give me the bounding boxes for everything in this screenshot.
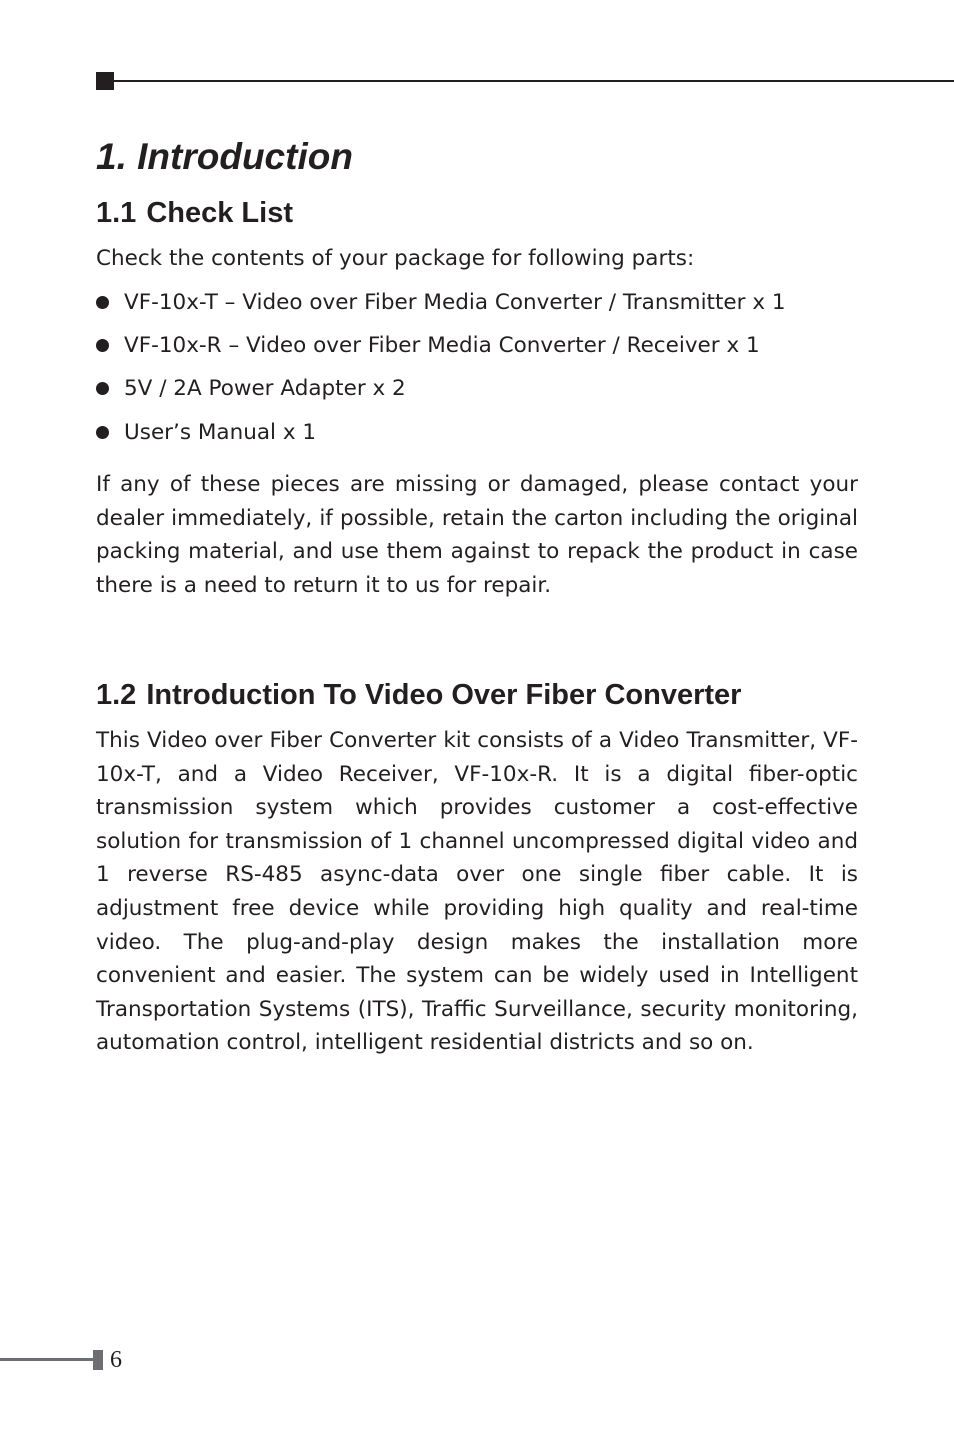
- footer-block-marker: [93, 1350, 103, 1370]
- footer-line: [0, 1358, 93, 1361]
- header-line: [114, 80, 954, 82]
- page-footer: [0, 1346, 160, 1376]
- list-item: [96, 286, 858, 329]
- page-number: 6: [110, 1347, 122, 1373]
- header-rule: [96, 72, 954, 90]
- bullet-icon: [96, 426, 109, 439]
- missing-parts-paragraph: If any of these pieces are missing or damaged, please contact your dealer immediately, if possible, retain the carton including the original packing material, and use them against to repack the product in case there is a need to return it to us for repair.: [96, 472, 858, 598]
- bullet-icon: [96, 296, 109, 309]
- bullet-icon: [96, 382, 109, 395]
- section-number: 1.2: [96, 679, 137, 711]
- bullet-icon: [96, 339, 109, 352]
- list-item-text: VF-10x-T – Video over Fiber Media Converter / Transmitter x 1: [124, 290, 786, 315]
- list-item-text: VF-10x-R – Video over Fiber Media Converter / Receiver x 1: [124, 333, 760, 359]
- list-item: [96, 372, 858, 415]
- check-list-intro: Check the contents of your package for following parts:: [96, 246, 695, 271]
- section-title: Check List: [146, 197, 293, 229]
- list-item-text: 5V / 2A Power Adapter x 2: [124, 376, 406, 402]
- list-item: [96, 329, 858, 372]
- check-list: [96, 286, 858, 459]
- list-item-text: User’s Manual x 1: [124, 419, 317, 445]
- section-title: Introduction To Video Over Fiber Converter: [146, 679, 742, 711]
- list-item: [96, 416, 858, 459]
- chapter-title: 1. Introduction: [96, 136, 353, 177]
- header-square-marker: [96, 72, 114, 90]
- section-heading-check-list: [96, 195, 293, 231]
- section-number: 1.1: [96, 197, 137, 229]
- introduction-paragraph: This Video over Fiber Converter kit consists of a Video Transmitter, VF-10x-T, and a Video Receiver, VF-10x-R. It is a digital fiber-optic transmission system which provides customer a cost-effective solution for transmission of 1 channel uncompressed digital video and 1 reverse RS-485 async-data over one single fiber cable. It is adjustment free device while providing high quality and real-time video. The plug-and-play design makes the installation more convenient and easier. The system can be widely used in Intelligent Transportation Systems (ITS), Traffic Surveillance, security monitoring, automation control, intelligent residential districts and so on.: [96, 728, 858, 1056]
- section-heading-introduction: [96, 677, 741, 713]
